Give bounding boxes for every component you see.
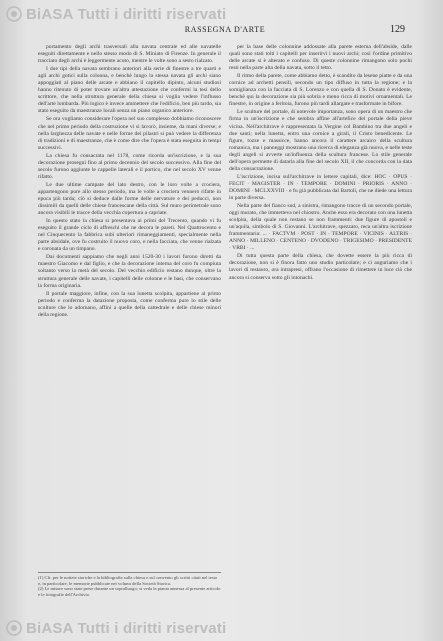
paragraph: portamento degli archi trasversali alla navata centrale ed alle navatelle eseguiti direttamente e nello stesso modo di S. Miniato di Firenze. In generale il tracciato degli archi è leggermente acuto, mentre le volte sono a sesto rialzato. bbox=[38, 44, 221, 65]
footnote: (1) Cfr. per le notizie storiche e la bibliografia sulla chiesa e sul convento gli scritti citati nel testo e, in particolare, le memorie pubblicate nei volumi della Società Storica. bbox=[38, 575, 218, 586]
running-title: RASSEGNA D'ARTE bbox=[184, 25, 266, 34]
paragraph: L'iscrizione, incisa sull'architrave in lettere capitali, dice: HOC · OPUS · FECIT · MAGISTER · IN · TEMPORE · DOMINI · PRIORIS · ANNO · DOMINI · MCLXXVIII · e fu già pubblicata dal Bartoli, che ne diede una lettura in parte diversa. bbox=[229, 173, 412, 201]
left-text-column bbox=[38, 44, 221, 604]
paragraph: Se ora vogliamo considerare l'opera nel suo complesso dobbiamo riconoscere che nel primo periodo della costruzione vi si lavorò, insieme, da mani diverse; e nella larghezza delle navate e nelle forme dei pilastri si può vedere la differenza di tradizioni e di maestranze, che è come dire che l'opera è stata eseguita in tempi successivi. bbox=[38, 116, 221, 151]
paragraph: Di tutta questa parte della chiesa, che dovette essere la più ricca di decorazione, non si è finora fatto uno studio particolare; e ci auguriamo che i lavori di restauro, ora intrapresi, offrano l'occasione di rimettere in luce ciò che ancora si conserva sotto gli intonachi. bbox=[229, 253, 412, 281]
paragraph: In questo stato la chiesa si presentava ai primi del Trecento, quando vi fu eseguito il grande ciclo di affreschi che ne decora le pareti. Nel Quattrocento e nel Cinquecento la fabbrica subì ulteriori rimaneggiamenti, specialmente nella parte absidale, ove fu costruito il nuovo coro, e nella facciata, che venne rialzata e coronata da un timpano. bbox=[38, 218, 221, 253]
paragraph: Il portale maggiore, infine, con la sua lunetta scolpita, appartiene al primo periodo e conferma la datazione proposta, come conferma pure lo stile delle sculture che lo adornano, affini a quelle della cattedrale e delle chiese minori della regione. bbox=[38, 290, 221, 318]
paragraph: Dai documenti sappiamo che negli anni 1520-30 i lavori furono diretti da maestro Giacomo e dal figlio, e che la decorazione interna del coro fu compiuta soltanto verso la metà del secolo. Del vecchio edificio restano dunque, oltre la struttura generale delle navate, i capitelli delle colonne e le basi, che conservano la forma originaria. bbox=[38, 254, 221, 289]
paragraph: per la base delle colonnine addossate alla parete esterna dell'abside, dalle quali sono stati tolti i capitelli per inserirvi i nuovi archi; così l'ordine primitivo delle arcate si è alterato e confuso. Di queste colonnine rimangono solo pochi resti nella parte alta della navata, sotto il tetto. bbox=[229, 44, 412, 72]
watermark-bottom bbox=[0, 618, 443, 638]
paragraph: Il ritmo della parete, come abbiamo detto, è scandito da lesene piatte e da una cornice ad archetti pensili, secondo un tipo diffuso in tutta la regione; e la somiglianza con la facciata di S. Lorenzo e con quella di S. Donato è evidente, benchè qui la decorazione sia più sobria e meno ricca di motivi ornamentali. Le finestre, in origine a feritoia, furono più tardi allargate e trasformate in bifore. bbox=[229, 73, 412, 108]
page-number: 129 bbox=[390, 24, 405, 35]
right-text-column bbox=[229, 44, 412, 604]
footnotes bbox=[38, 572, 221, 597]
paragraph: Nella parte del fianco sud, a sinistra, rimangono tracce di un secondo portale, oggi murato, che immetteva nel chiostro. Anche esso era decorato con una lunetta scolpita, della quale non restano se non frammenti: due figure di apostoli e un'aquila, simbolo di S. Giovanni. L'architrave, spezzato, reca un'altra iscrizione frammentaria: ... · FACTVM · POST · IN · TEMPORE · VICINIS · ALTRIS · ANNO · MILLENO · CENTENO · DVODENO · TRIGESIMO · PRESIDENTE · VRBI · ... bbox=[229, 203, 412, 252]
watermark-text: BiASA Tutti i diritti riservati bbox=[26, 5, 227, 23]
paragraph: La chiesa fu consacrata nel 1178, come ricorda un'iscrizione, e la sua decorazione proseguì fino al primo decennio del secolo successivo. Alla fine del secolo furono aggiunte le cappelle laterali e il portico, che nel secolo XV venne rifatto. bbox=[38, 152, 221, 180]
library-seal-icon bbox=[6, 620, 22, 636]
watermark-text: BiASA Tutti i diritti riservati bbox=[26, 619, 227, 637]
footnote: (2) Le misure sono state prese durante un sopralluogo; si veda la pianta annessa al presente articolo e le fotografie dell'Archivio. bbox=[38, 586, 221, 597]
paragraph: Le due ultime campate del lato destro, con le loro volte a crociera, appartengono pure allo stesso periodo, ma le volte a crociera vennero rifatte in epoca più tarda; ciò si deduce dalle forme delle nervature e dei peducci, non dissimili da quelli delle chiese francescane della città. Sul muro perimetrale sono ancora visibili le tracce della vecchia copertura a capriate. bbox=[38, 181, 221, 217]
paragraph: I due tipi della navata sembrano anteriori alla serie di finestre a tre quarti e agli archi gotici sulla colonna, e benchè lungo la stessa navata gli archi siano appoggiati al piano delle arcate e abbiano il capitello dipinto, alcuni studiosi hanno ritenuto di poter trovare un'altra attestazione che confermi la tesi dello scrittore, che nella struttura generale della chiesa si voglia vedere l'influsso dell'arte lombarda. Più logico è invece ammettere che l'edificio, ben più tardo, sia stato eseguito da maestranze locali senza un piano organico anteriore. bbox=[38, 66, 221, 115]
watermark-top bbox=[0, 4, 443, 24]
library-seal-icon bbox=[6, 6, 22, 22]
paragraph: Le sculture del portale, di notevole importanza, sono opera di un maestro che firma in un'iscrizione e che sembra affine all'artefice del portale della pieve vicina. Nell'architrave è rappresentata la Vergine col Bambino tra due angeli e due santi; nella lunetta, entro una cornice a girali, il Cristo benedicente. Le figure, tozze e massicce, hanno ancora il carattere arcaico della scultura romanica, ma i panneggi mostrano una ricerca di eleganza già nuova, e nelle teste degli angeli si avverte un'influenza della scultura francese. Lo stile generale dell'opera permette di datarla alla fine del secolo XII, il che concorda con la data della consacrazione. bbox=[229, 109, 412, 172]
